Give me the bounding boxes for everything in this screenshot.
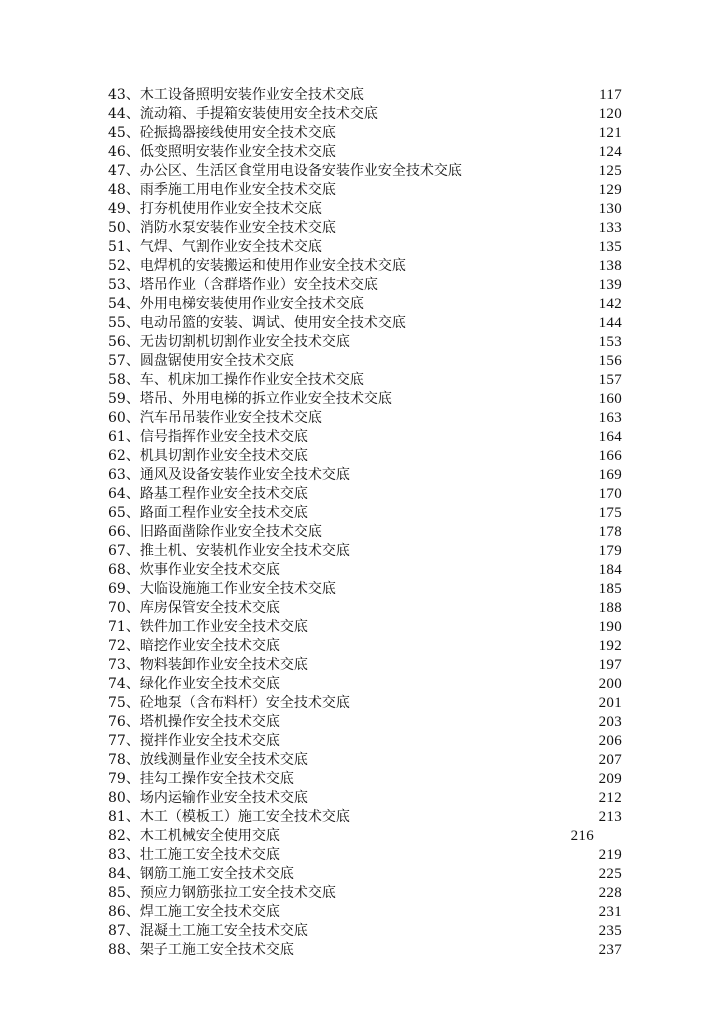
toc-entry-page-number: 184 — [598, 562, 622, 578]
toc-entry-page-number: 130 — [598, 201, 622, 217]
toc-entry-title: 62、机具切割作业安全技术交底 — [108, 448, 308, 464]
toc-entry-title: 43、木工设备照明安装作业安全技术交底 — [108, 87, 364, 103]
toc-entry-page-number: 219 — [598, 847, 622, 863]
toc-entry-title: 47、办公区、生活区食堂用电设备安装作业安全技术交底 — [108, 163, 462, 179]
toc-entry — [108, 257, 622, 276]
toc-entry — [108, 941, 622, 960]
toc-entry-page-number: 175 — [598, 505, 622, 521]
toc-entry-title: 56、无齿切割机切割作业安全技术交底 — [108, 334, 350, 350]
toc-entry-page-number: 138 — [598, 258, 622, 274]
toc-entry-page-number: 156 — [598, 353, 622, 369]
toc-entry-title: 66、旧路面凿除作业安全技术交底 — [108, 524, 322, 540]
toc-entry-page-number: 124 — [598, 144, 622, 160]
toc-entry — [108, 86, 622, 105]
toc-entry — [108, 219, 622, 238]
toc-entry-title: 48、雨季施工用电作业安全技术交底 — [108, 182, 336, 198]
toc-entry-page-number: 212 — [598, 790, 622, 806]
toc-entry — [108, 580, 622, 599]
toc-entry — [108, 466, 622, 485]
toc-entry — [108, 523, 622, 542]
toc-entry-title: 61、信号指挥作业安全技术交底 — [108, 429, 308, 445]
toc-entry-title: 49、打夯机使用作业安全技术交底 — [108, 201, 322, 217]
toc-entry-title: 67、推土机、安装机作业安全技术交底 — [108, 543, 350, 559]
toc-entry-title: 58、车、机床加工操作作业安全技术交底 — [108, 372, 364, 388]
toc-entry — [108, 656, 622, 675]
toc-entry-page-number: 120 — [598, 106, 622, 122]
toc-entry — [108, 200, 622, 219]
toc-entry — [108, 637, 622, 656]
toc-entry-page-number: 139 — [598, 277, 622, 293]
toc-entry-title: 78、放线测量作业安全技术交底 — [108, 752, 308, 768]
toc-entry-title: 73、物料装卸作业安全技术交底 — [108, 657, 308, 673]
toc-entry-page-number: 201 — [598, 695, 622, 711]
toc-entry — [108, 371, 622, 390]
toc-entry — [108, 561, 622, 580]
toc-entry-title: 77、搅拌作业安全技术交底 — [108, 733, 280, 749]
toc-entry — [108, 409, 622, 428]
toc-entry-page-number: 235 — [598, 923, 622, 939]
toc-entry-title: 63、通风及设备安装作业安全技术交底 — [108, 467, 350, 483]
toc-entry-page-number: 188 — [598, 600, 622, 616]
toc-entry — [108, 694, 622, 713]
toc-entry — [108, 827, 622, 846]
toc-entry-page-number: 170 — [598, 486, 622, 502]
toc-entry — [108, 865, 622, 884]
toc-entry — [108, 675, 622, 694]
toc-entry — [108, 751, 622, 770]
toc-entry — [108, 713, 622, 732]
toc-entry-page-number: 142 — [598, 296, 622, 312]
toc-entry — [108, 808, 622, 827]
toc-entry — [108, 846, 622, 865]
toc-entry — [108, 485, 622, 504]
toc-entry-title: 74、绿化作业安全技术交底 — [108, 676, 280, 692]
toc-entry — [108, 276, 622, 295]
toc-entry-page-number: 157 — [598, 372, 622, 388]
toc-entry-title: 51、气焊、气割作业安全技术交底 — [108, 239, 322, 255]
toc-entry-page-number: 237 — [598, 942, 622, 958]
toc-entry-title: 44、流动箱、手提箱安装使用安全技术交底 — [108, 106, 378, 122]
toc-entry-page-number: 213 — [598, 809, 622, 825]
toc-entry-page-number: 125 — [598, 163, 622, 179]
toc-entry-title: 84、钢筋工施工安全技术交底 — [108, 866, 294, 882]
toc-entry-page-number: 129 — [598, 182, 622, 198]
toc-entry-page-number: 160 — [598, 391, 622, 407]
toc-entry-page-number: 197 — [598, 657, 622, 673]
toc-entry — [108, 922, 622, 941]
toc-entry — [108, 181, 622, 200]
toc-entry-title: 83、壮工施工安全技术交底 — [108, 847, 280, 863]
toc-entry-page-number: 228 — [598, 885, 622, 901]
toc-entry — [108, 599, 622, 618]
toc-entry-title: 75、砼地泵（含布料杆）安全技术交底 — [108, 695, 350, 711]
toc-entry-page-number: 153 — [598, 334, 622, 350]
toc-entry — [108, 504, 622, 523]
toc-entry — [108, 124, 622, 143]
toc-entry-page-number: 185 — [598, 581, 622, 597]
toc-entry-title: 88、架子工施工安全技术交底 — [108, 942, 294, 958]
toc-entry-page-number: 133 — [598, 220, 622, 236]
table-of-contents — [108, 86, 622, 960]
toc-entry — [108, 105, 622, 124]
toc-entry-title: 64、路基工程作业安全技术交底 — [108, 486, 308, 502]
toc-entry — [108, 143, 622, 162]
toc-entry-title: 45、砼振捣器接线使用安全技术交底 — [108, 125, 336, 141]
toc-entry-page-number: 225 — [598, 866, 622, 882]
toc-entry — [108, 162, 622, 181]
toc-entry-title: 80、场内运输作业安全技术交底 — [108, 790, 308, 806]
toc-entry-page-number: 192 — [598, 638, 622, 654]
toc-entry — [108, 732, 622, 751]
toc-entry — [108, 542, 622, 561]
toc-entry-title: 86、焊工施工安全技术交底 — [108, 904, 280, 920]
toc-entry-title: 46、低变照明安装作业安全技术交底 — [108, 144, 336, 160]
toc-entry-title: 65、路面工程作业安全技术交底 — [108, 505, 308, 521]
toc-entry-page-number: 203 — [598, 714, 622, 730]
toc-entry-title: 71、铁件加工作业安全技术交底 — [108, 619, 308, 635]
toc-entry-title: 79、挂勾工操作安全技术交底 — [108, 771, 294, 787]
toc-entry-page-number: 164 — [598, 429, 622, 445]
toc-entry-title: 81、木工（模板工）施工安全技术交底 — [108, 809, 350, 825]
toc-entry-page-number: 135 — [598, 239, 622, 255]
toc-entry-title: 69、大临设施施工作业安全技术交底 — [108, 581, 336, 597]
toc-entry-title: 70、库房保管安全技术交底 — [108, 600, 280, 616]
toc-entry — [108, 884, 622, 903]
toc-entry-title: 54、外用电梯安装使用作业安全技术交底 — [108, 296, 364, 312]
toc-entry-title: 85、预应力钢筋张拉工安全技术交底 — [108, 885, 336, 901]
toc-entry-page-number: 200 — [598, 676, 622, 692]
toc-entry-title: 59、塔吊、外用电梯的拆立作业安全技术交底 — [108, 391, 392, 407]
toc-entry — [108, 238, 622, 257]
toc-entry-title: 82、木工机械安全使用交底 — [108, 828, 280, 844]
toc-entry-title: 53、塔吊作业（含群塔作业）安全技术交底 — [108, 277, 378, 293]
toc-entry-title: 50、消防水泵安装作业安全技术交底 — [108, 220, 336, 236]
toc-entry-title: 52、电焊机的安装搬运和使用作业安全技术交底 — [108, 258, 406, 274]
toc-entry — [108, 333, 622, 352]
toc-entry-page-number: 169 — [598, 467, 622, 483]
toc-entry-page-number: 231 — [598, 904, 622, 920]
toc-entry — [108, 295, 622, 314]
toc-entry-title: 57、圆盘锯使用安全技术交底 — [108, 353, 294, 369]
toc-entry-title: 72、暗挖作业安全技术交底 — [108, 638, 280, 654]
toc-entry-page-number: 207 — [598, 752, 622, 768]
toc-entry — [108, 390, 622, 409]
toc-entry-page-number: 163 — [598, 410, 622, 426]
toc-entry-title: 55、电动吊篮的安装、调试、使用安全技术交底 — [108, 315, 406, 331]
toc-entry-title: 60、汽车吊吊装作业安全技术交底 — [108, 410, 322, 426]
toc-entry — [108, 903, 622, 922]
toc-entry — [108, 789, 622, 808]
toc-entry-page-number: 121 — [598, 125, 622, 141]
toc-entry-page-number: 166 — [598, 448, 622, 464]
toc-entry-title: 76、塔机操作安全技术交底 — [108, 714, 280, 730]
toc-entry — [108, 770, 622, 789]
toc-entry-title: 68、炊事作业安全技术交底 — [108, 562, 280, 578]
toc-entry — [108, 428, 622, 447]
toc-entry-page-number: 190 — [598, 619, 622, 635]
toc-entry-page-number: 178 — [598, 524, 622, 540]
toc-entry-page-number: 216 — [570, 828, 594, 844]
toc-entry-page-number: 179 — [598, 543, 622, 559]
toc-entry-page-number: 144 — [598, 315, 622, 331]
toc-entry — [108, 352, 622, 371]
toc-entry — [108, 618, 622, 637]
toc-entry-page-number: 117 — [599, 87, 622, 103]
toc-entry-page-number: 209 — [598, 771, 622, 787]
toc-entry-page-number: 206 — [598, 733, 622, 749]
toc-entry — [108, 447, 622, 466]
toc-entry — [108, 314, 622, 333]
toc-entry-title: 87、混凝土工施工安全技术交底 — [108, 923, 308, 939]
